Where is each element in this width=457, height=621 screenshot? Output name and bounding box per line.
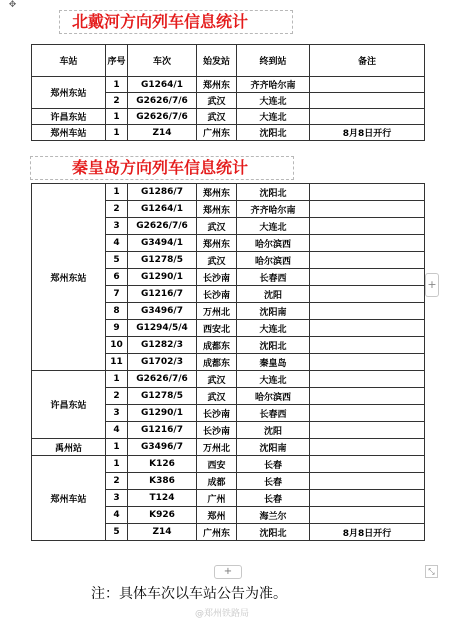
destination-cell[interactable]: 沈阳南 [237, 439, 310, 456]
table-row [32, 371, 425, 388]
header-train[interactable]: 车次 [128, 45, 197, 77]
train-cell[interactable]: G1278/5 [128, 252, 197, 269]
destination-cell[interactable]: 大连北 [237, 320, 310, 337]
table-row [32, 77, 425, 93]
seq-cell[interactable]: 1 [106, 109, 128, 125]
note-cell[interactable] [310, 405, 425, 422]
seq-cell[interactable]: 2 [106, 93, 128, 109]
header-note[interactable]: 备注 [310, 45, 425, 77]
header-seq[interactable]: 序号 [106, 45, 128, 77]
note-cell[interactable] [310, 456, 425, 473]
seq-cell[interactable]: 9 [106, 320, 128, 337]
train-cell[interactable]: G1264/1 [128, 201, 197, 218]
origin-cell[interactable]: 西安 [197, 456, 237, 473]
origin-cell[interactable]: 郑州东 [197, 184, 237, 201]
seq-cell[interactable]: 1 [106, 371, 128, 388]
note-cell[interactable] [310, 269, 425, 286]
destination-cell[interactable]: 海兰尔 [237, 507, 310, 524]
seq-cell[interactable]: 4 [106, 422, 128, 439]
destination-cell[interactable]: 大连北 [237, 218, 310, 235]
note-cell[interactable] [310, 235, 425, 252]
destination-cell[interactable]: 大连北 [237, 109, 310, 125]
note-cell[interactable] [310, 490, 425, 507]
origin-cell[interactable]: 长沙南 [197, 286, 237, 303]
note-cell[interactable] [310, 109, 425, 125]
destination-cell[interactable]: 沈阳北 [237, 337, 310, 354]
section-title-qinhuangdao: 秦皇岛方向列车信息统计 [72, 158, 249, 177]
seq-cell[interactable]: 5 [106, 252, 128, 269]
seq-cell[interactable]: 1 [106, 439, 128, 456]
destination-cell[interactable]: 沈阳南 [237, 303, 310, 320]
origin-cell[interactable]: 武汉 [197, 252, 237, 269]
seq-cell[interactable]: 4 [106, 507, 128, 524]
origin-cell[interactable]: 长沙南 [197, 405, 237, 422]
add-row-button[interactable]: + [214, 565, 242, 579]
origin-cell[interactable]: 成都 [197, 473, 237, 490]
note-cell[interactable] [310, 473, 425, 490]
destination-cell[interactable]: 长春西 [237, 269, 310, 286]
destination-cell[interactable]: 长春 [237, 456, 310, 473]
seq-cell[interactable]: 8 [106, 303, 128, 320]
station-cell[interactable]: 郑州东站 [32, 77, 106, 109]
origin-cell[interactable]: 万州北 [197, 303, 237, 320]
destination-cell[interactable]: 长春 [237, 473, 310, 490]
seq-cell[interactable]: 1 [106, 77, 128, 93]
origin-cell[interactable]: 武汉 [197, 388, 237, 405]
train-cell[interactable]: G1216/7 [128, 286, 197, 303]
table-move-handle-icon[interactable]: ✥ [8, 0, 17, 10]
station-cell[interactable]: 许昌东站 [32, 109, 106, 125]
origin-cell[interactable]: 长沙南 [197, 422, 237, 439]
note-cell[interactable] [310, 252, 425, 269]
note-cell[interactable] [310, 77, 425, 93]
origin-cell[interactable]: 武汉 [197, 218, 237, 235]
note-cell[interactable] [310, 507, 425, 524]
destination-cell[interactable]: 秦皇岛 [237, 354, 310, 371]
train-cell[interactable]: K386 [128, 473, 197, 490]
seq-cell[interactable]: 1 [106, 456, 128, 473]
seq-cell[interactable]: 5 [106, 524, 128, 541]
station-cell[interactable]: 郑州车站 [32, 456, 106, 541]
note-cell[interactable] [310, 218, 425, 235]
seq-cell[interactable]: 2 [106, 473, 128, 490]
seq-cell[interactable]: 3 [106, 405, 128, 422]
seq-cell[interactable]: 4 [106, 235, 128, 252]
destination-cell[interactable]: 沈阳北 [237, 184, 310, 201]
header-station[interactable]: 车站 [32, 45, 106, 77]
destination-cell[interactable]: 哈尔滨西 [237, 388, 310, 405]
watermark: @郑州铁路局 [195, 609, 250, 619]
destination-cell[interactable]: 齐齐哈尔南 [237, 77, 310, 93]
destination-cell[interactable]: 大连北 [237, 93, 310, 109]
seq-cell[interactable]: 3 [106, 218, 128, 235]
table-row [32, 439, 425, 456]
note-cell[interactable] [310, 354, 425, 371]
train-cell[interactable]: K926 [128, 507, 197, 524]
origin-cell[interactable]: 长沙南 [197, 269, 237, 286]
train-cell[interactable]: G1278/5 [128, 388, 197, 405]
note-cell[interactable] [310, 303, 425, 320]
origin-cell[interactable]: 万州北 [197, 439, 237, 456]
origin-cell[interactable]: 广州东 [197, 125, 237, 141]
seq-cell[interactable]: 7 [106, 286, 128, 303]
seq-cell[interactable]: 3 [106, 490, 128, 507]
seq-cell[interactable]: 11 [106, 354, 128, 371]
origin-cell[interactable]: 郑州东 [197, 77, 237, 93]
note-cell[interactable] [310, 439, 425, 456]
table-qinhuangdao [31, 183, 425, 541]
train-cell[interactable]: G2626/7/6 [128, 218, 197, 235]
origin-cell[interactable]: 成都东 [197, 354, 237, 371]
origin-cell[interactable]: 郑州 [197, 507, 237, 524]
table-row [32, 109, 425, 125]
train-cell[interactable]: Z14 [128, 524, 197, 541]
seq-cell[interactable]: 6 [106, 269, 128, 286]
train-cell[interactable]: G1294/5/4 [128, 320, 197, 337]
destination-cell[interactable]: 齐齐哈尔南 [237, 201, 310, 218]
seq-cell[interactable]: 1 [106, 184, 128, 201]
section-title-box-beidaihe[interactable] [59, 10, 293, 34]
table-row [32, 184, 425, 201]
origin-cell[interactable]: 广州东 [197, 524, 237, 541]
seq-cell[interactable]: 1 [106, 125, 128, 141]
add-column-button[interactable]: + [425, 273, 439, 297]
train-cell[interactable]: G2626/7/6 [128, 371, 197, 388]
header-origin[interactable]: 始发站 [197, 45, 237, 77]
train-cell[interactable]: G2626/7/6 [128, 93, 197, 109]
destination-cell[interactable]: 大连北 [237, 371, 310, 388]
station-cell[interactable]: 许昌东站 [32, 371, 106, 439]
table-row [32, 125, 425, 141]
train-cell[interactable]: G1216/7 [128, 422, 197, 439]
station-cell[interactable]: 郑州东站 [32, 184, 106, 371]
train-cell[interactable]: G1286/7 [128, 184, 197, 201]
note-cell[interactable] [310, 286, 425, 303]
origin-cell[interactable]: 广州 [197, 490, 237, 507]
train-cell[interactable]: G1290/1 [128, 269, 197, 286]
note-cell[interactable] [310, 93, 425, 109]
table-beidaihe [31, 44, 425, 141]
train-cell[interactable]: Z14 [128, 125, 197, 141]
train-cell[interactable]: T124 [128, 490, 197, 507]
destination-cell[interactable]: 沈阳北 [237, 125, 310, 141]
note-cell[interactable]: 8月8日开行 [310, 125, 425, 141]
origin-cell[interactable]: 郑州东 [197, 235, 237, 252]
section-title-box-qinhuangdao[interactable] [30, 156, 294, 180]
destination-cell[interactable]: 哈尔滨西 [237, 252, 310, 269]
header-destination[interactable]: 终到站 [237, 45, 310, 77]
origin-cell[interactable]: 成都东 [197, 337, 237, 354]
train-cell[interactable]: G1702/3 [128, 354, 197, 371]
section-title-beidaihe: 北戴河方向列车信息统计 [72, 12, 249, 31]
note-cell[interactable] [310, 371, 425, 388]
destination-cell[interactable]: 长春 [237, 490, 310, 507]
train-cell[interactable]: K126 [128, 456, 197, 473]
destination-cell[interactable]: 沈阳 [237, 286, 310, 303]
note-cell[interactable] [310, 388, 425, 405]
note-cell[interactable] [310, 320, 425, 337]
table-header-row [32, 45, 425, 77]
table-row [32, 456, 425, 473]
footnote: 注：具体车次以车站公告为准。 [91, 586, 287, 602]
origin-cell[interactable]: 武汉 [197, 109, 237, 125]
train-cell[interactable]: G1282/3 [128, 337, 197, 354]
origin-cell[interactable]: 武汉 [197, 93, 237, 109]
note-cell[interactable] [310, 337, 425, 354]
train-cell[interactable]: G1264/1 [128, 77, 197, 93]
origin-cell[interactable]: 郑州东 [197, 201, 237, 218]
note-cell[interactable] [310, 201, 425, 218]
train-cell[interactable]: G1290/1 [128, 405, 197, 422]
destination-cell[interactable]: 沈阳 [237, 422, 310, 439]
origin-cell[interactable]: 武汉 [197, 371, 237, 388]
destination-cell[interactable]: 哈尔滨西 [237, 235, 310, 252]
origin-cell[interactable]: 西安北 [197, 320, 237, 337]
station-cell[interactable]: 郑州车站 [32, 125, 106, 141]
table-resize-handle-icon[interactable]: ⤡ [425, 565, 438, 578]
seq-cell[interactable]: 2 [106, 201, 128, 218]
train-cell[interactable]: G3494/1 [128, 235, 197, 252]
note-cell[interactable] [310, 422, 425, 439]
station-cell[interactable]: 禹州站 [32, 439, 106, 456]
train-cell[interactable]: G2626/7/6 [128, 109, 197, 125]
train-cell[interactable]: G3496/7 [128, 303, 197, 320]
seq-cell[interactable]: 10 [106, 337, 128, 354]
train-cell[interactable]: G3496/7 [128, 439, 197, 456]
seq-cell[interactable]: 2 [106, 388, 128, 405]
destination-cell[interactable]: 沈阳北 [237, 524, 310, 541]
note-cell[interactable] [310, 184, 425, 201]
destination-cell[interactable]: 长春西 [237, 405, 310, 422]
note-cell[interactable]: 8月8日开行 [310, 524, 425, 541]
